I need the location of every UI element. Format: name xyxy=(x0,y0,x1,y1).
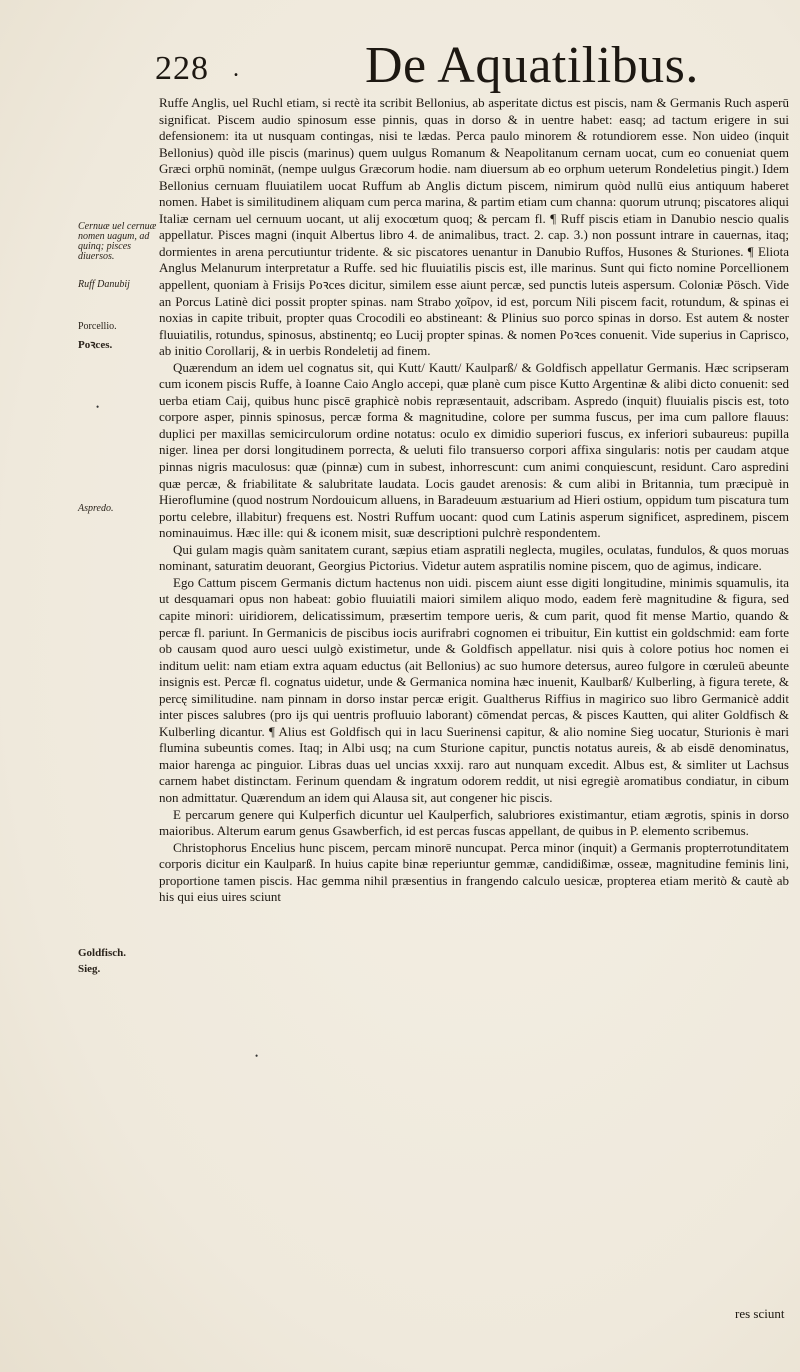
margin-note-porcellio: Porcellio. xyxy=(78,321,117,332)
page-header xyxy=(155,28,795,94)
margin-bullet: • xyxy=(96,402,100,412)
inline-bullet: • xyxy=(255,1051,259,1061)
paragraph-christophorus: Christophorus Encelius hunc piscem, percam minorē nuncupat. Perca minor (inquit) a Germanis propterrotunditatem corporis dicitur ein Kaulparß. In huius capite binæ reperiuntur gemmæ, candidißimæ, osseæ, magnitudine feminis lini, proportione tamen piscis. Hac gemma nihil præsentius in frangendo calculo uesicæ, propterea etiam meritò & cautè ab his qui eius uires sciunt xyxy=(159,839,789,905)
running-head: De Aquatilibus. xyxy=(365,37,699,94)
catchword: res sciunt xyxy=(735,1306,785,1321)
margin-note-cernua: Cernuæ uel cernuæ nomen uagum, ad quinq; pisces diuersos. xyxy=(78,221,157,262)
margin-note-aspredo: Aspredo. xyxy=(78,503,114,514)
margin-note-porces: Poꝛces. xyxy=(78,339,113,351)
margin-note-ruff: Ruff Danubij xyxy=(78,279,130,290)
paragraph-ego-cattum: Ego Cattum piscem Germanis dictum hactenus non uidi. piscem aiunt esse digiti longitudine, minimis squamulis, ita ut desquamari opus non habeat: gobio fluuiatili maiori similem aliquo modo, eadem ferè magnitudine & figura, sed capite minori: uiridiorem, delicatissimum, præsertim tempore ueris, & cum parit, quod fit mense Martio, quando & percæ fl. pariunt. In Germanicis de piscibus iocis aurifrabri cognomen ei tribuitur, Ein kuttist ein goldschmid: eam forte ob causam quod auro uesci uulgò existimetur, unde & Goldfisch appellatur. nisi quis à colore potius hoc nomen ei inditum uelit: nam etiam extra aquam eductus (ait Bellonius) ac suo humore detersus, aureo fulgore in cœruleū abeunte insignis est. Percæ fl. cognatus uidetur, unde & Germanica nomina hæc inuenit, Kaulbarß/ Kulberling, à figura terete, & percę similitudine. nam pinnam in dorso instar percæ erigit. Gualtherus Riffius in magirico suo libro Germanicè addit inter pisces salubres (pro ijs qui uentris profluuio laborant) cōmendat percas, & pisces Kautten, qui aliter Goldfisch & Kulberling dicantur. ¶ Alius est Goldfisch qui in lacu Suerinensi capitur, & alio nomine Sieg uocatur, Sturionis è mari flumina subeuntis comes. Itaq; in Albi usq; na cum Sturione capitur, punctis notatus aureis, & ab eisdē denominatus, maior harenga ac pinguior. Libras duas uel uncias xxxij. raro aut nunquam excedit. Albus est, & simliter ut Lachsus carnem habet distinctam. Ferinum quendam & ingratum odorem reddit, ut nisi egregiè aromatibus condiatur, in cibum non admittatur. Quærendum an idem qui Alausa sit, aut congener hic piscis. xyxy=(159,574,789,805)
paragraph-e-percarum: E percarum genere qui Kulperfich dicuntur uel Kaulperfich, salubriores existimantur, etiam ægrotis, spinis in dorso maioribus. Alterum earum genus Gsawberfich, id est percas fuscas appellant, de quibus in P. elemento scribemus. xyxy=(159,806,789,839)
paragraph-qui-gulam: Qui gulam magis quàm sanitatem curant, sæpius etiam aspratili neglecta, mugiles, oculatas, fundulos, & quos moruas nominant, saturatim deuorant, Georgius Pictorius. Videtur autem aspratilis nomine piscem, quo de agimus, indicare. xyxy=(159,541,789,574)
paragraph-quaerendum: Quærendum an idem uel cognatus sit, qui Kutt/ Kautt/ Kaulparß/ & Goldfisch appellatur Germanis. Hæc scripseram cum iconem piscis Ruffe, à Ioanne Caio Anglo accepi, quæ planè cum pisce Kutto Argentinæ & alibi dicto conuenit: sed uerba etiam Caij, quibus hunc piscē graphicè nobis repræsentauit, adscribam. Aspredo (inquit) fluuialis piscis est, toto corpore asper, pinnis spinosus, percæ forma & magnitudine, colore per summa fuscus, per ima cum pallore flauus: duplici per maxillas semicirculorum ordine notatus: oculo ex dimidio superiori fuscus, ex inferiori subaureus: pupilla niger. linea per dorsi longitudinem porrecta, & ueluti filo transuerso corpori affixa singularis: notis per caudam atque pinnas nigris maculosus: quæ (pinnæ) cum in subest, inhorrescunt: cum animi conquiescunt, residunt. Caro aspredini quæ percæ, & friabilitate & salubritate laudata. Locis gaudet arenosis: & cum alibi in Britannia, tum præcipuè in Hieroflumine (quod nostrum Nordouicum alluens, in Baradeuum æstuarium ad Hieri ostium, oppidum tum piscatura tum portu celebre, illabitur) frequens est. Nostri Ruffum uocant: quod cum Latinis asperum significet, aspredinem, piscem nominauimus. Hæc ille: qui & iconem misit, suæ descriptioni pulchrè respondentem. xyxy=(159,359,789,541)
margin-note-goldfisch: Goldfisch. xyxy=(78,947,126,959)
margin-note-sieg: Sieg. xyxy=(78,963,101,975)
header-dot: . xyxy=(233,56,239,82)
paragraph-ruffe: Ruffe Anglis, uel Ruchl etiam, si rectè ita scribit Bellonius, ab asperitate dictus est piscis, nam & Germanis Ruch asperū significat. Piscem audio spinosum esse pinnis, quas in dorso & in uentre habet: easq; ad tactum erigere in sui defensionem: ita ut nusquam contingas, nisi te lædas. Perca paulo minorem & rotundiorem esse. Non uideo (inquit Bellonius) quòd ille piscis (marinus) quem uulgus Romanum & Neapolitanum cernam uocat, cum eo conueniat quem Græci orphū nomināt, (nempe uulgus Græcorum hodie. nam diuersum ab eo orphum ueterum Rondeletius pingit.) Idem Bellonius cernuam fluuiatilem uocat Ruffum ab Anglis dictum piscem, nimirum quòd nullū eius antiquum haberet nomen. Habet is similitudinem aliquam cum perca marina, & partim etiam cum channa: quorum utrunq; piscatores aliqui Italiæ cernam uel cernuum uocant, ut alij exocœtum quoq; & percam fl. ¶ Ruff piscis etiam in Danubio nescio qualis appellatur. Pisces magni (inquit Albertus libro 4. de animalibus, tract. 2. cap. 3.) non possunt intrare in cauernas, itaq; dormientes in arena percutiuntur tridente. & sic piscatores uenantur in Danubio Ruffos, Husones & Sturiones. ¶ Eliota Anglus Melanurum interpretatur a Ruffe. sed hic fluuiatilis piscis est, ille marinus. Sunt qui ficto nomine Porcellionem appellent, quoniam à Frisijs Poꝛces dicitur, similem esse aiunt percæ, sed punctis luteis aspersum. Coloniæ Pösch. Vide an Porcus Latinè dici possit propter spinas. nam Strabo χοῖρον, id est, porcum Nili piscem facit, rotundum, & spinas ei noxias in capite tribuit, propter quas Crocodili eo abstineant: & Plinius suo porco spinas in dorso. Est autem & noster fluuiatilis, rotundus, spinosus, abstinentq; eo Lucij propter spinas. & nomen Poꝛces conuenit. Vide superius in Caprisco, ab initio Corollarij, & in uerbis Rondeletij ad finem. xyxy=(159,95,789,359)
main-text-column xyxy=(159,95,789,906)
page-number: 228 xyxy=(155,50,209,87)
